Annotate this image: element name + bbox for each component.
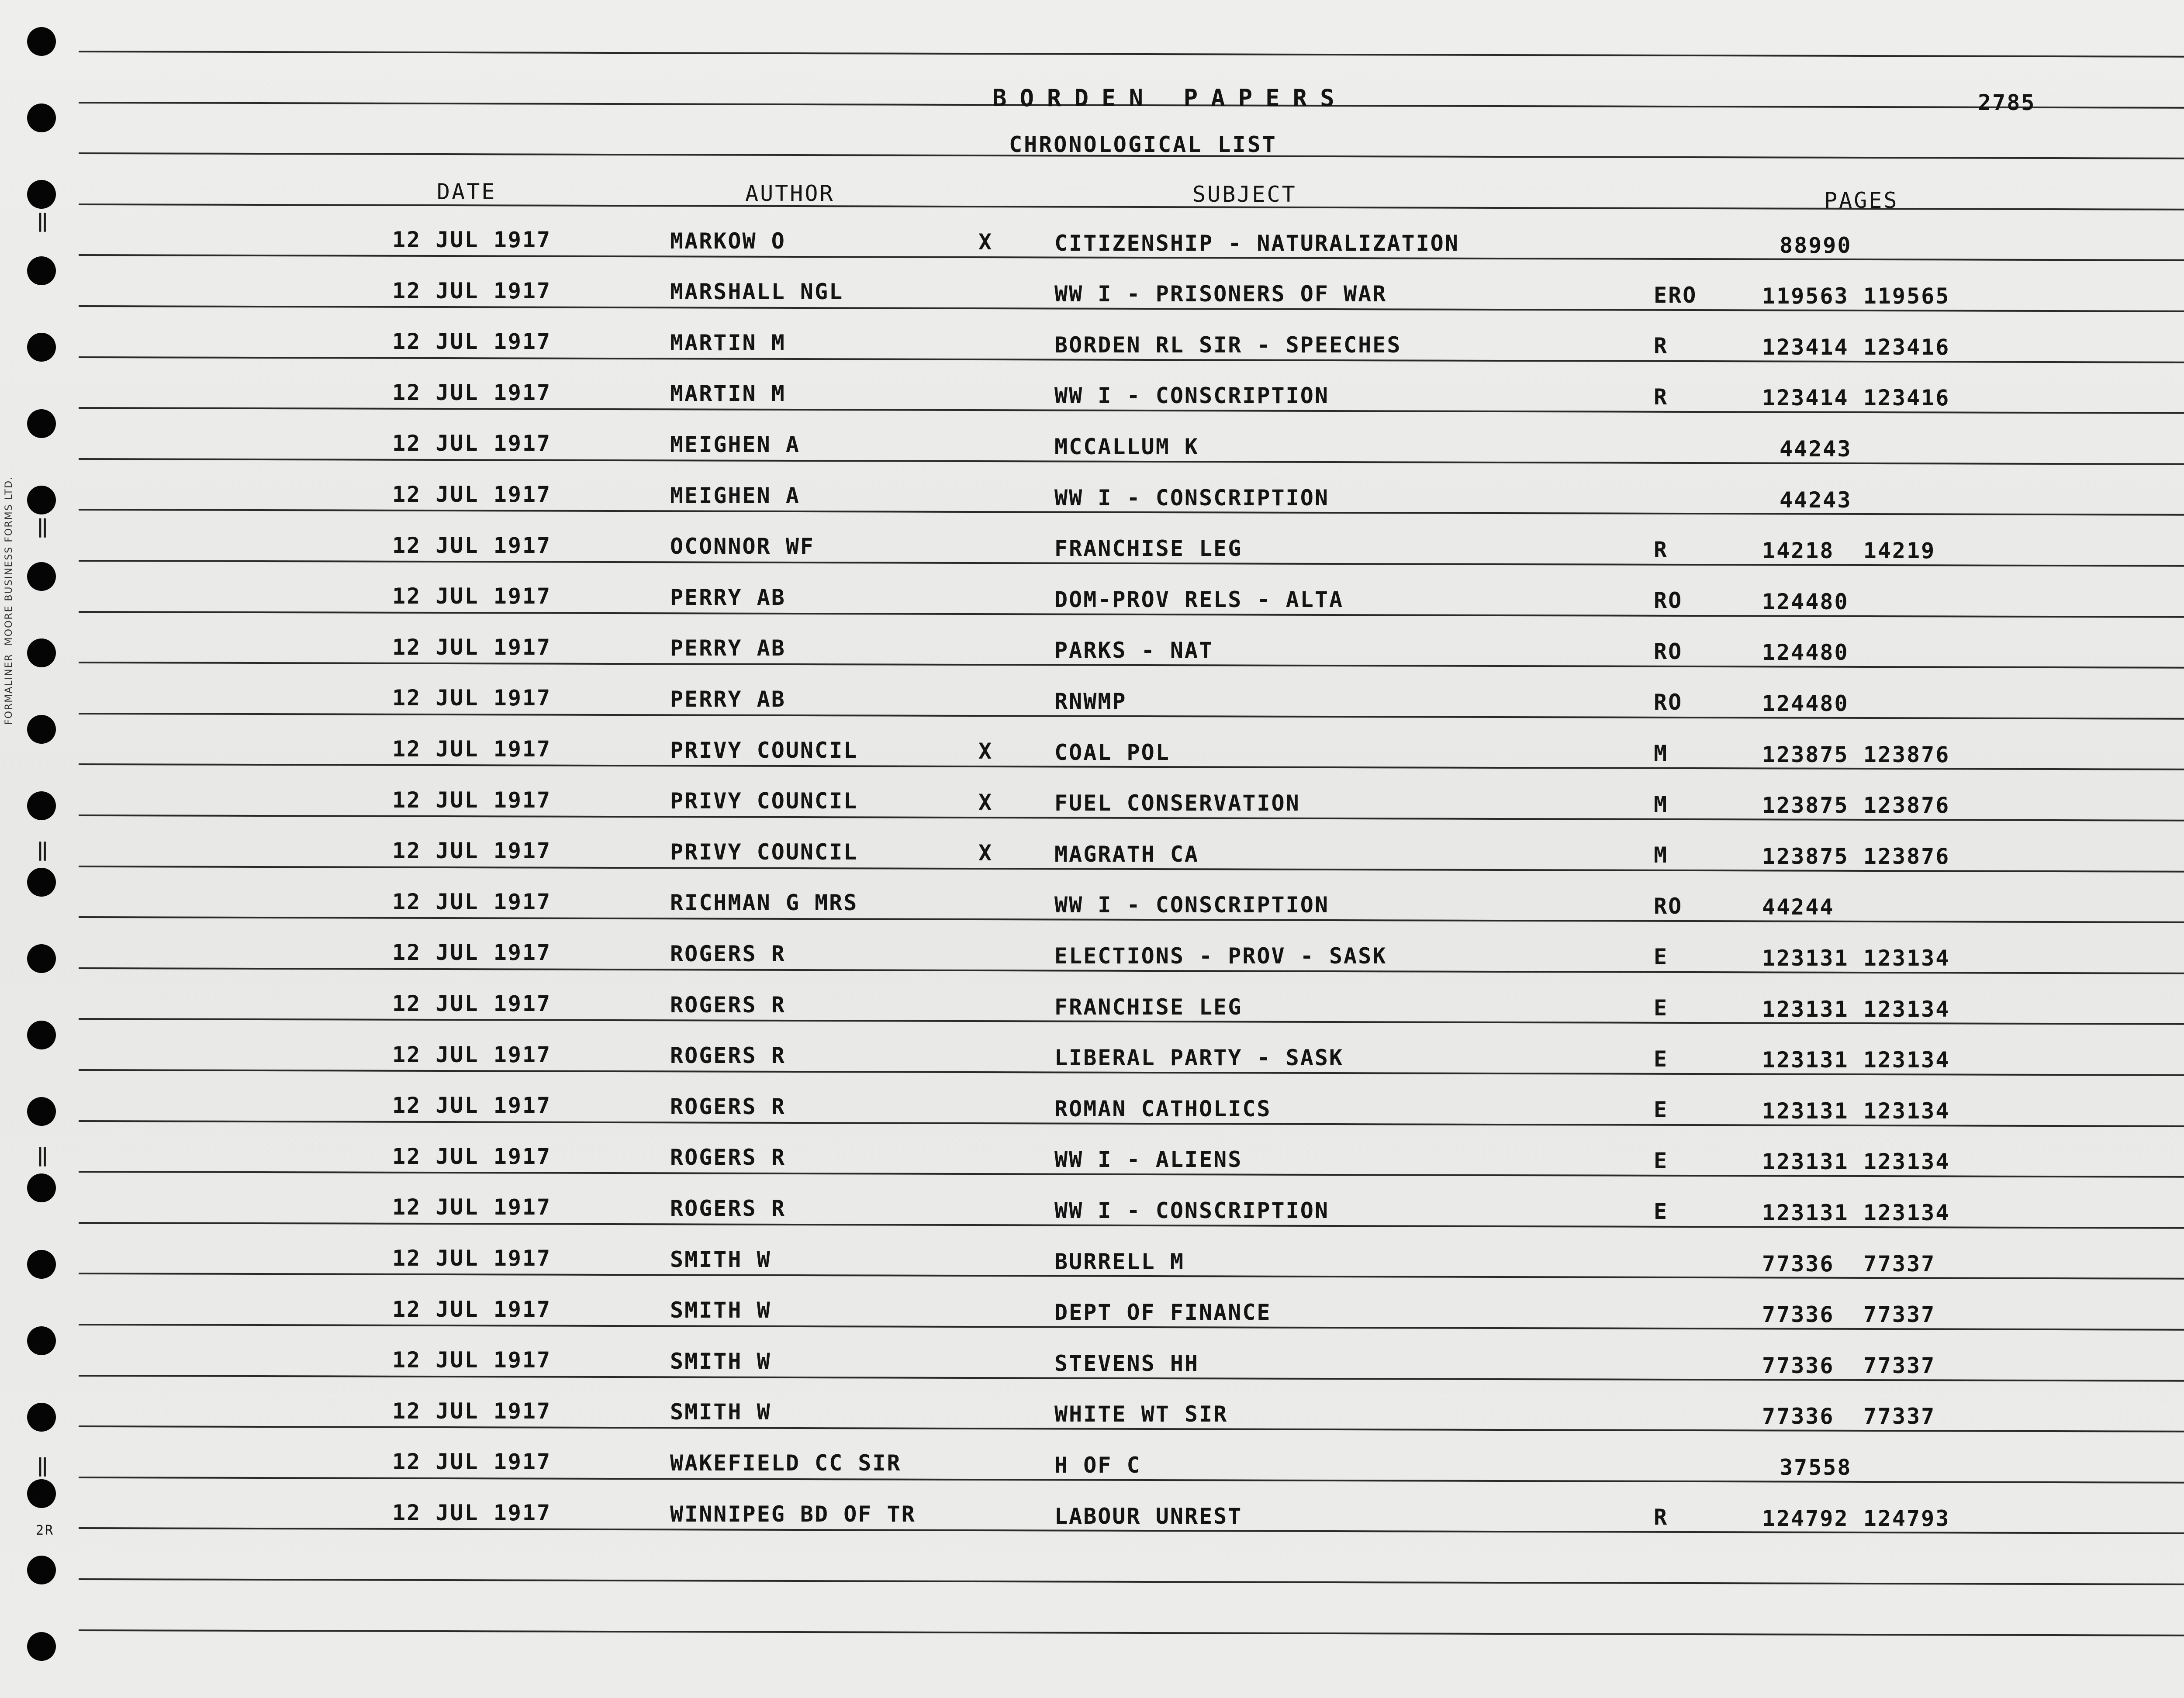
- entry-author: PRIVY COUNCIL: [670, 737, 858, 763]
- entry-pages: 44243: [1780, 487, 1852, 513]
- tractor-tick-mark: ‖: [37, 210, 48, 232]
- entry-pages: 77336 77337: [1762, 1353, 1936, 1378]
- entry-code: E: [1654, 995, 1669, 1021]
- sprocket-hole: [27, 715, 56, 744]
- entry-date: 12 JUL 1917: [392, 431, 552, 456]
- report-title: BORDEN PAPERS: [992, 84, 1348, 112]
- entry-code: R: [1654, 384, 1669, 410]
- entry-pages: 123131 123134: [1762, 996, 1950, 1022]
- entry-date: 12 JUL 1917: [392, 991, 552, 1016]
- entry-author: RICHMAN G MRS: [670, 890, 858, 916]
- sprocket-hole: [27, 256, 56, 285]
- entry-cross-ref-mark: X: [978, 789, 993, 815]
- entry-date: 12 JUL 1917: [392, 227, 552, 252]
- entry-date: 12 JUL 1917: [392, 1500, 552, 1525]
- entry-subject: LABOUR UNREST: [1054, 1503, 1243, 1529]
- entry-cross-ref-mark: X: [978, 840, 993, 866]
- entry-code: M: [1654, 791, 1669, 817]
- entry-date: 12 JUL 1917: [392, 583, 552, 609]
- tractor-tick-mark: ‖: [37, 515, 48, 538]
- entry-pages: 77336 77337: [1762, 1302, 1936, 1328]
- sprocket-hole: [27, 333, 56, 362]
- entry-date: 12 JUL 1917: [392, 380, 552, 405]
- ruled-line: [79, 1578, 2184, 1585]
- entry-author: MARTIN M: [670, 330, 786, 355]
- entry-code: R: [1654, 333, 1669, 359]
- entry-code: RO: [1654, 588, 1683, 614]
- entry-author: PERRY AB: [670, 635, 786, 661]
- column-header-pages: PAGES: [1824, 188, 1899, 213]
- sprocket-hole: [27, 1021, 56, 1049]
- entry-code: ERO: [1654, 282, 1697, 308]
- entry-subject: WHITE WT SIR: [1054, 1401, 1228, 1427]
- entry-date: 12 JUL 1917: [392, 329, 552, 355]
- margin-mark: 2R: [36, 1523, 55, 1538]
- entry-pages: 123414 123416: [1762, 385, 1950, 411]
- entry-author: ROGERS R: [670, 1094, 786, 1119]
- entry-date: 12 JUL 1917: [392, 634, 552, 660]
- entry-code: RO: [1654, 893, 1683, 919]
- entry-subject: LIBERAL PARTY - SASK: [1054, 1045, 1344, 1071]
- entry-subject: FRANCHISE LEG: [1054, 536, 1243, 562]
- ruled-line: [79, 713, 2184, 720]
- entry-code: E: [1654, 1148, 1669, 1173]
- entry-date: 12 JUL 1917: [392, 278, 552, 304]
- entry-author: SMITH W: [670, 1246, 771, 1272]
- entry-date: 12 JUL 1917: [392, 532, 552, 558]
- sprocket-hole: [27, 868, 56, 897]
- entry-author: PRIVY COUNCIL: [670, 788, 858, 814]
- entry-pages: 37558: [1780, 1454, 1852, 1480]
- entry-subject: WW I - PRISONERS OF WAR: [1054, 281, 1387, 307]
- entry-author: SMITH W: [670, 1348, 771, 1374]
- sprocket-hole: [27, 1097, 56, 1126]
- sprocket-hole: [27, 1326, 56, 1355]
- entry-pages: 77336 77337: [1762, 1404, 1936, 1429]
- entry-cross-ref-mark: X: [978, 229, 993, 255]
- entry-code: E: [1654, 1097, 1669, 1123]
- entry-pages: 124792 124793: [1762, 1505, 1950, 1531]
- entry-code: R: [1654, 537, 1669, 563]
- entry-date: 12 JUL 1917: [392, 736, 552, 762]
- entry-subject: PARKS - NAT: [1054, 638, 1214, 663]
- entry-date: 12 JUL 1917: [392, 1093, 552, 1118]
- sprocket-hole: [27, 180, 56, 209]
- entry-author: WAKEFIELD CC SIR: [670, 1450, 902, 1476]
- entry-subject: MAGRATH CA: [1054, 841, 1199, 867]
- sprocket-hole: [27, 562, 56, 591]
- entry-date: 12 JUL 1917: [392, 1347, 552, 1373]
- entry-date: 12 JUL 1917: [392, 889, 552, 915]
- entry-subject: ELECTIONS - PROV - SASK: [1054, 943, 1387, 969]
- sprocket-hole: [27, 1250, 56, 1279]
- sprocket-hole: [27, 1632, 56, 1661]
- entry-subject: STEVENS HH: [1054, 1350, 1199, 1376]
- entry-author: PERRY AB: [670, 584, 786, 610]
- column-header-author: AUTHOR: [745, 181, 835, 206]
- entry-subject: WW I - CONSCRIPTION: [1054, 1198, 1329, 1223]
- entry-subject: WW I - CONSCRIPTION: [1054, 383, 1329, 409]
- entry-subject: RNWMP: [1054, 688, 1127, 714]
- entry-pages: 123414 123416: [1762, 334, 1950, 360]
- entry-author: PRIVY COUNCIL: [670, 839, 858, 865]
- entry-author: WINNIPEG BD OF TR: [670, 1501, 916, 1527]
- entry-author: SMITH W: [670, 1298, 771, 1323]
- sprocket-hole: [27, 1173, 56, 1202]
- entry-author: ROGERS R: [670, 1145, 786, 1170]
- entry-pages: 14218 14219: [1762, 538, 1936, 564]
- entry-author: ROGERS R: [670, 992, 786, 1018]
- entry-pages: 123131 123134: [1762, 1149, 1950, 1175]
- entry-date: 12 JUL 1917: [392, 1042, 552, 1067]
- sprocket-hole: [27, 104, 56, 132]
- page-number: 2785: [1978, 90, 2036, 115]
- entry-pages: 123875 123876: [1762, 793, 1950, 818]
- tractor-tick-mark: ‖: [37, 1454, 48, 1477]
- entry-code: M: [1654, 741, 1669, 766]
- entry-pages: 123131 123134: [1762, 1200, 1950, 1225]
- entry-code: E: [1654, 944, 1669, 970]
- entry-code: RO: [1654, 690, 1683, 715]
- entry-author: MARKOW O: [670, 228, 786, 254]
- entry-subject: WW I - ALIENS: [1054, 1147, 1243, 1173]
- entry-date: 12 JUL 1917: [392, 685, 552, 711]
- entry-code: E: [1654, 1199, 1669, 1225]
- entry-subject: DOM-PROV RELS - ALTA: [1054, 587, 1344, 612]
- entry-date: 12 JUL 1917: [392, 1194, 552, 1220]
- entry-author: ROGERS R: [670, 1043, 786, 1069]
- entry-subject: BURRELL M: [1054, 1249, 1185, 1274]
- entry-subject: MCCALLUM K: [1054, 434, 1199, 459]
- column-header-subject: SUBJECT: [1192, 182, 1297, 207]
- entry-subject: WW I - CONSCRIPTION: [1054, 892, 1329, 918]
- entry-pages: 124480: [1762, 589, 1849, 614]
- entry-pages: 123875 123876: [1762, 742, 1950, 767]
- entry-date: 12 JUL 1917: [392, 787, 552, 813]
- entry-date: 12 JUL 1917: [392, 1398, 552, 1424]
- entry-pages: 119563 119565: [1762, 283, 1950, 309]
- sprocket-hole: [27, 944, 56, 973]
- entry-date: 12 JUL 1917: [392, 482, 552, 507]
- entry-author: OCONNOR WF: [670, 534, 815, 559]
- entry-pages: 44244: [1762, 894, 1835, 920]
- entry-pages: 77336 77337: [1762, 1251, 1936, 1277]
- entry-author: MEIGHEN A: [670, 431, 800, 457]
- sprocket-hole: [27, 1479, 56, 1508]
- sprocket-hole: [27, 1556, 56, 1584]
- entry-date: 12 JUL 1917: [392, 1143, 552, 1169]
- report-subtitle: CHRONOLOGICAL LIST: [1009, 132, 1277, 157]
- entry-author: ROGERS R: [670, 1195, 786, 1221]
- sprocket-hole: [27, 409, 56, 438]
- ruled-line: [79, 1629, 2184, 1636]
- entry-author: PERRY AB: [670, 686, 786, 712]
- form-maker-imprint: FORMALINER MOORE BUSINESS FORMS LTD.: [3, 476, 14, 725]
- entry-subject: FRANCHISE LEG: [1054, 994, 1243, 1020]
- sprocket-hole: [27, 486, 56, 514]
- ruled-line: [79, 51, 2184, 58]
- entry-author: MARTIN M: [670, 381, 786, 407]
- entry-pages: 123131 123134: [1762, 1047, 1950, 1073]
- entry-author: MEIGHEN A: [670, 483, 800, 508]
- entry-pages: 44243: [1780, 436, 1852, 462]
- entry-pages: 123131 123134: [1762, 945, 1950, 971]
- entry-subject: DEPT OF FINANCE: [1054, 1300, 1272, 1325]
- entry-author: ROGERS R: [670, 941, 786, 966]
- entry-code: RO: [1654, 638, 1683, 664]
- entry-author: MARSHALL NGL: [670, 279, 844, 305]
- entry-code: M: [1654, 842, 1669, 868]
- entry-subject: COAL POL: [1054, 739, 1170, 765]
- entry-pages: 124480: [1762, 640, 1849, 666]
- entry-date: 12 JUL 1917: [392, 1246, 552, 1271]
- entry-subject: CITIZENSHIP - NATURALIZATION: [1054, 230, 1459, 256]
- entry-subject: H OF C: [1054, 1452, 1141, 1478]
- tractor-tick-mark: ‖: [37, 1144, 48, 1167]
- entry-pages: 123875 123876: [1762, 843, 1950, 869]
- entry-code: R: [1654, 1505, 1669, 1530]
- entry-subject: ROMAN CATHOLICS: [1054, 1096, 1272, 1122]
- column-header-date: DATE: [437, 179, 497, 204]
- tractor-tick-mark: ‖: [37, 839, 48, 861]
- entry-pages: 88990: [1780, 232, 1852, 258]
- entry-author: SMITH W: [670, 1399, 771, 1425]
- entry-date: 12 JUL 1917: [392, 1296, 552, 1322]
- entry-subject: FUEL CONSERVATION: [1054, 790, 1300, 816]
- entry-date: 12 JUL 1917: [392, 940, 552, 966]
- entry-pages: 124480: [1762, 690, 1849, 716]
- entry-subject: WW I - CONSCRIPTION: [1054, 485, 1329, 511]
- entry-date: 12 JUL 1917: [392, 838, 552, 864]
- entry-pages: 123131 123134: [1762, 1098, 1950, 1124]
- entry-cross-ref-mark: X: [978, 739, 993, 764]
- sprocket-hole: [27, 27, 56, 56]
- sprocket-hole: [27, 1403, 56, 1432]
- entry-date: 12 JUL 1917: [392, 1449, 552, 1475]
- sprocket-hole: [27, 791, 56, 820]
- sprocket-hole: [27, 638, 56, 667]
- entry-code: E: [1654, 1046, 1669, 1072]
- entry-subject: BORDEN RL SIR - SPEECHES: [1054, 332, 1402, 358]
